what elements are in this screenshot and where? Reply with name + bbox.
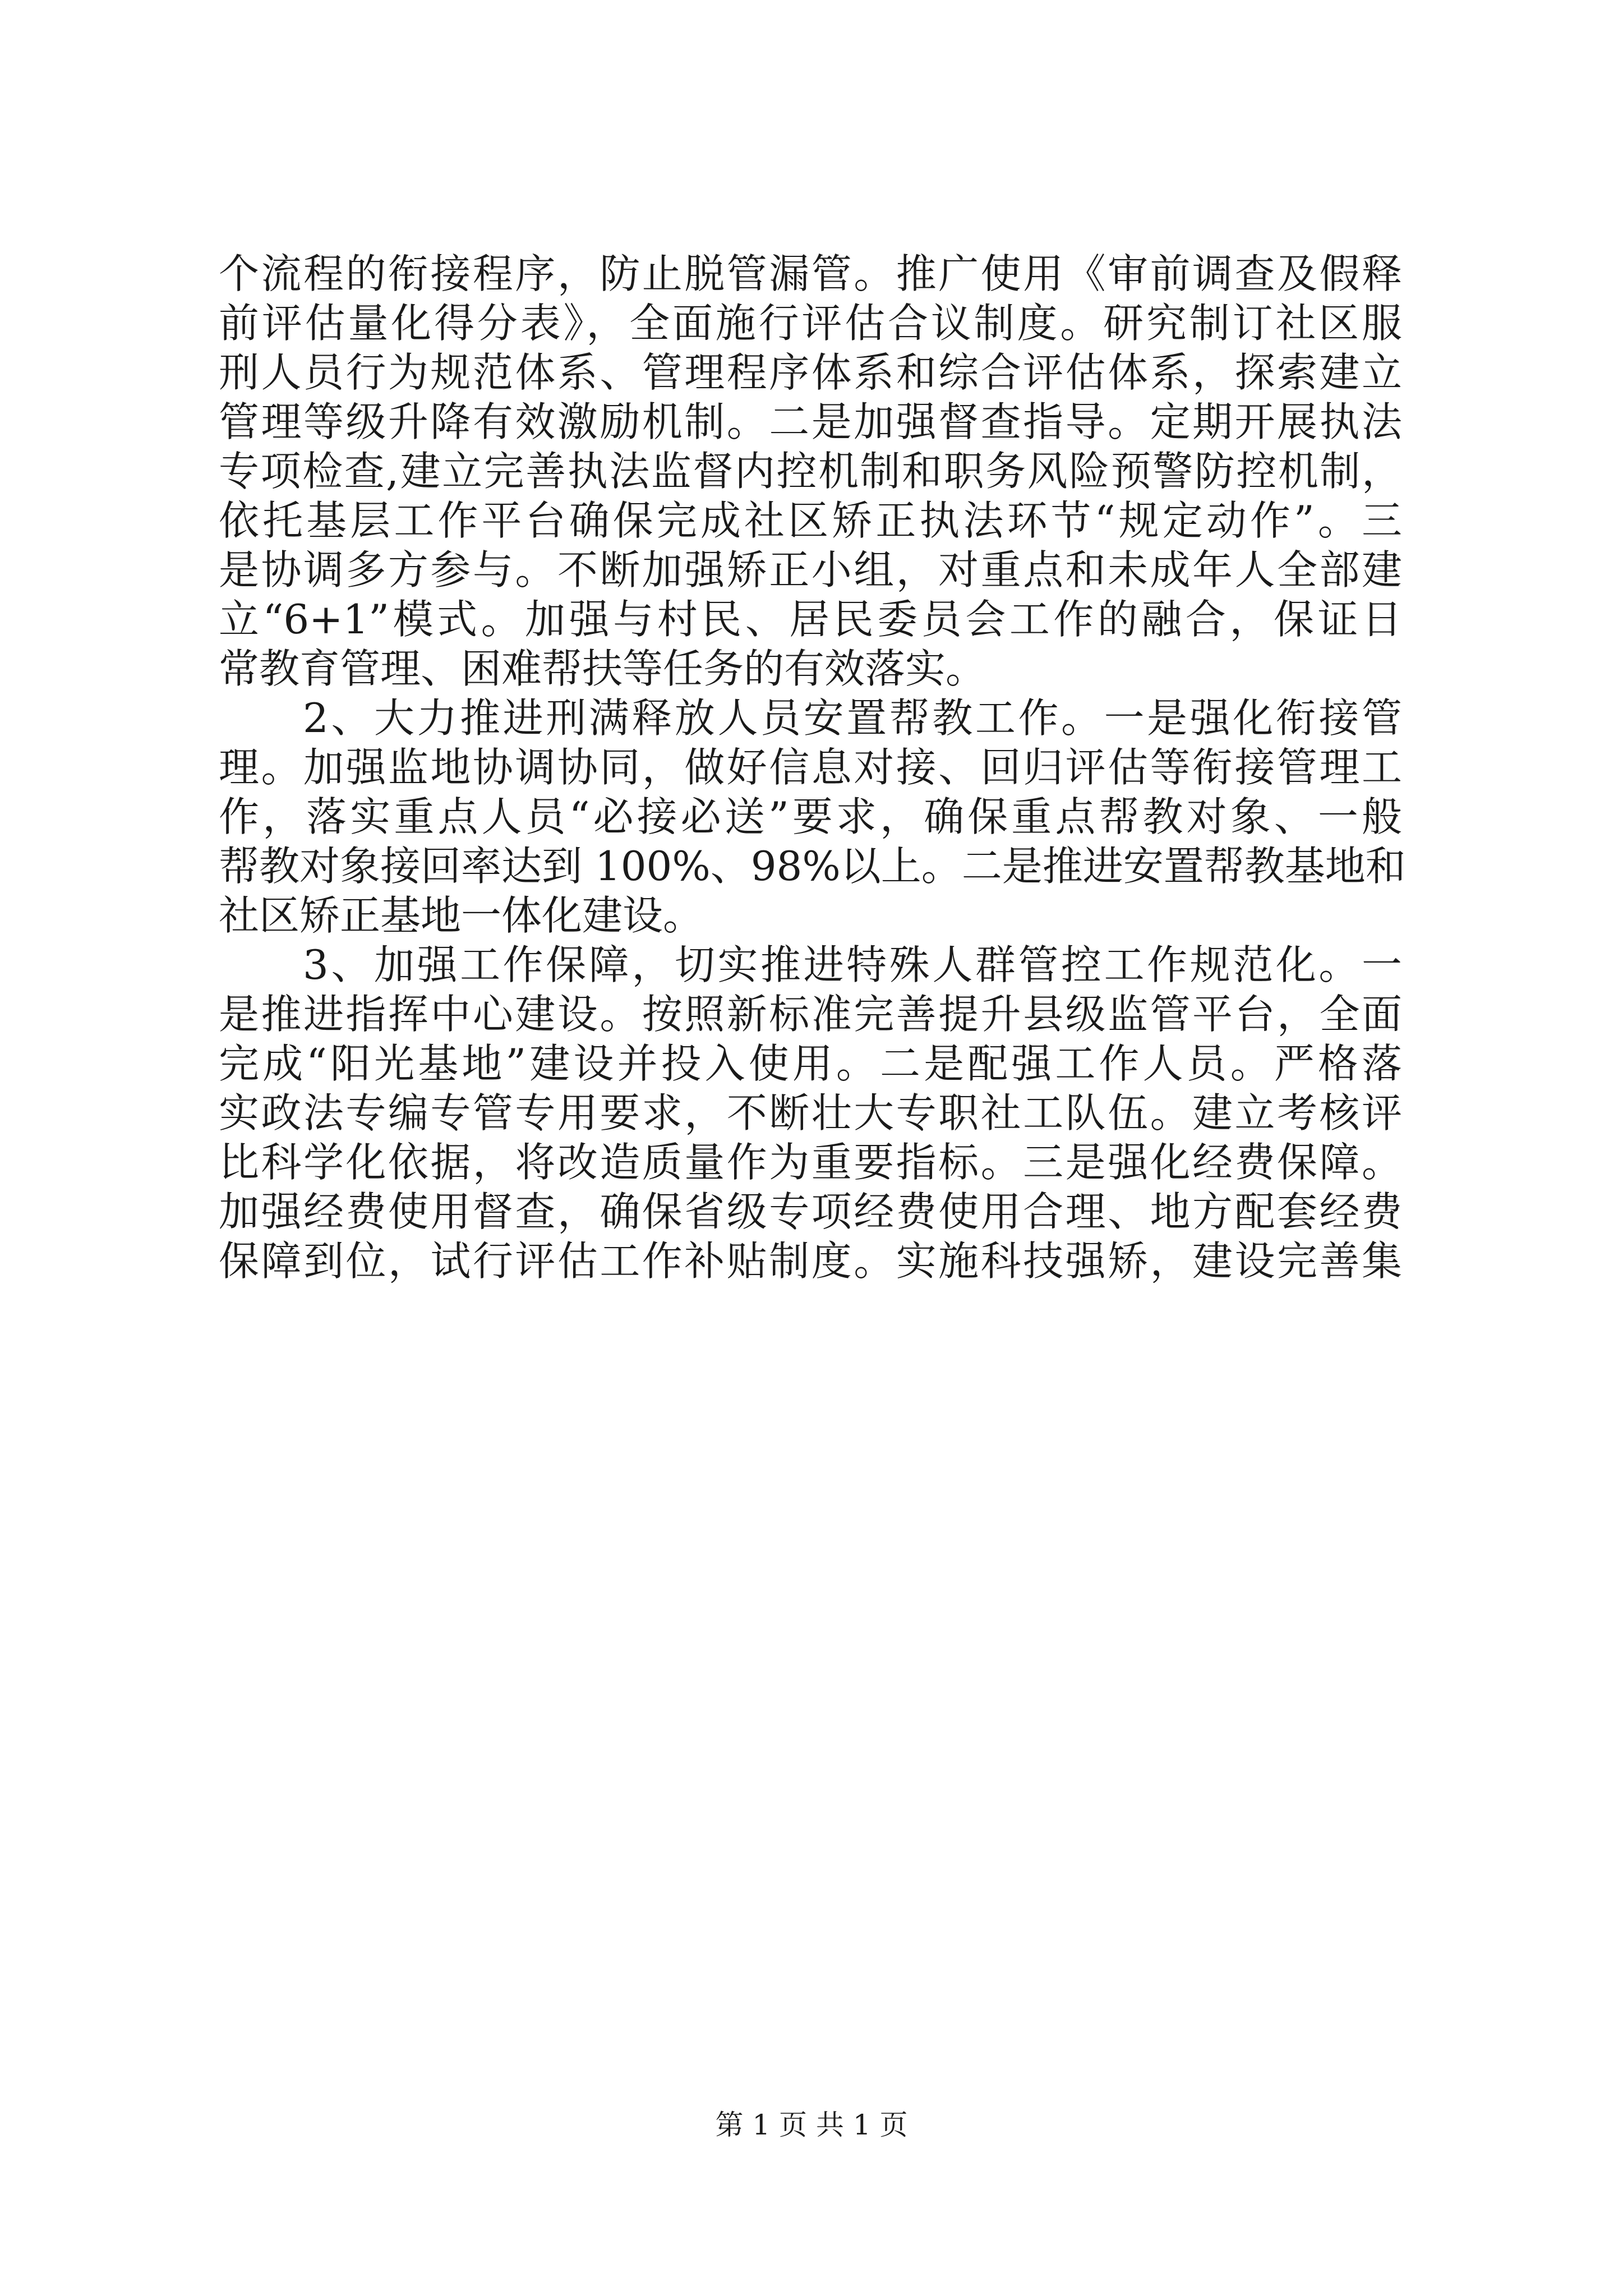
text-line: 作，落实重点人员“必接必送”要求，确保重点帮教对象、一般	[219, 793, 1402, 840]
text-line: 保障到位，试行评估工作补贴制度。实施科技强矫，建设完善集	[219, 1237, 1402, 1285]
text-line: 比科学化依据，将改造质量作为重要指标。三是强化经费保障。	[219, 1139, 1402, 1186]
text-line: 依托基层工作平台确保完成社区矫正执法环节“规定动作”。三	[219, 497, 1402, 544]
text-line: 完成“阳光基地”建设并投入使用。二是配强工作人员。严格落	[219, 1040, 1402, 1087]
text-line: 前评估量化得分表》，全面施行评估合议制度。研究制订社区服	[219, 300, 1402, 347]
text-line: 是推进指挥中心建设。按照新标准完善提升县级监管平台，全面	[219, 991, 1402, 1038]
text-line: 个流程的衔接程序，防止脱管漏管。推广使用《审前调查及假释	[219, 250, 1402, 297]
page-footer: 第 1 页 共 1 页	[715, 2109, 908, 2141]
text-line: 社区矫正基地一体化建设。	[219, 892, 704, 939]
text-line: 帮教对象接回率达到 100%、98%以上。二是推进安置帮教基地和	[219, 843, 1406, 890]
paragraph-heading-line: 3、加强工作保障，切实推进特殊人群管控工作规范化。一	[303, 941, 1402, 988]
text-line: 常教育管理、困难帮扶等任务的有效落实。	[219, 645, 986, 692]
document-body	[219, 250, 1406, 1287]
text-line: 理。加强监地协调协同，做好信息对接、回归评估等衔接管理工	[219, 744, 1402, 791]
text-line: 立“6+1”模式。加强与村民、居民委员会工作的融合，保证日	[219, 596, 1402, 643]
text-line: 加强经费使用督查，确保省级专项经费使用合理、地方配套经费	[219, 1188, 1402, 1235]
text-line: 刑人员行为规范体系、管理程序体系和综合评估体系，探索建立	[219, 349, 1402, 396]
text-line: 管理等级升降有效激励机制。二是加强督查指导。定期开展执法	[219, 398, 1402, 445]
text-line: 实政法专编专管专用要求，不断壮大专职社工队伍。建立考核评	[219, 1089, 1402, 1137]
text-line: 是协调多方参与。不断加强矫正小组，对重点和未成年人全部建	[219, 546, 1402, 593]
text-line: 专项检查,建立完善执法监督内控机制和职务风险预警防控机制，	[219, 448, 1402, 495]
paragraph-heading-line: 2、大力推进刑满释放人员安置帮教工作。一是强化衔接管	[303, 694, 1402, 742]
